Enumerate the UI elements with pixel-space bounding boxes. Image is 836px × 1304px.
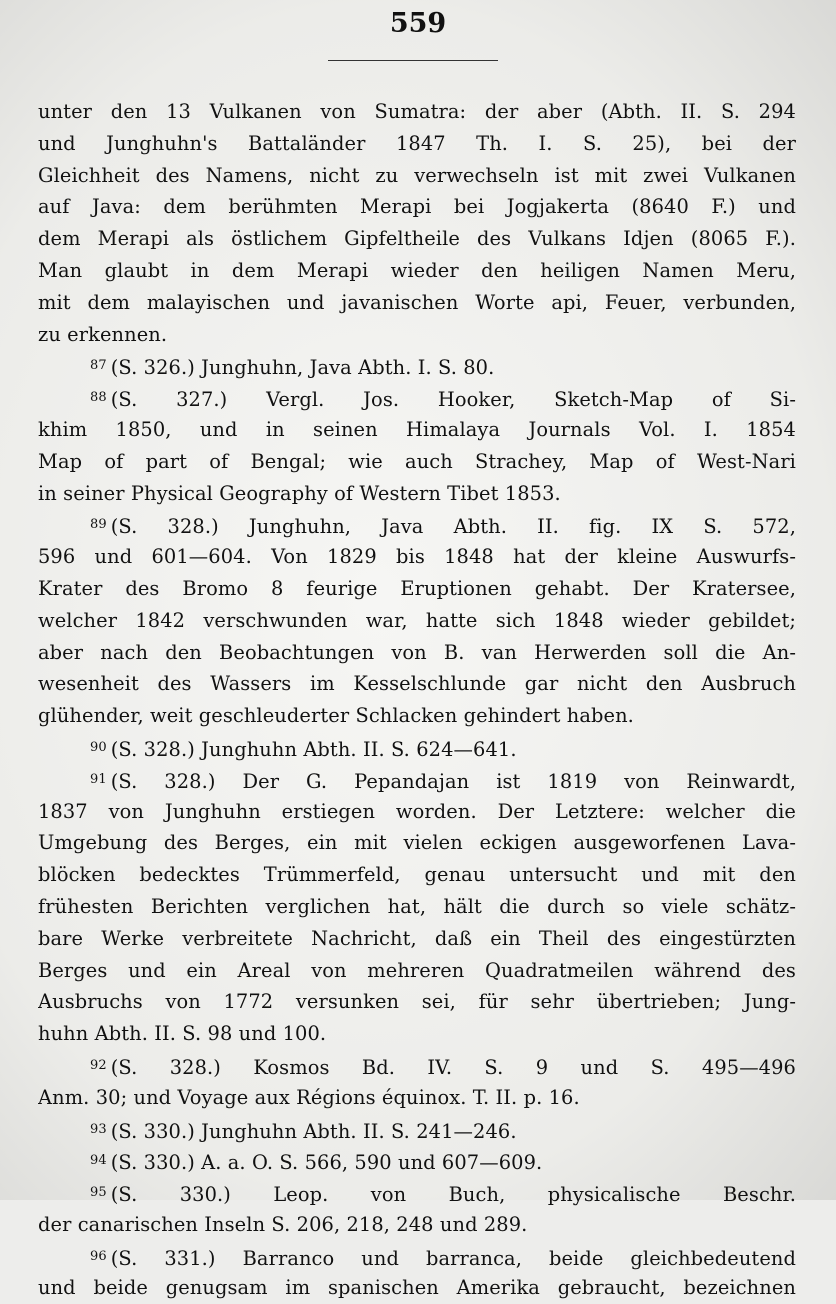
page-number: 559 [389, 8, 447, 39]
line-text: Gleichheit des Namens, nicht zu verwechseln ist mit zwei Vulkanen [38, 163, 796, 187]
text-line [38, 923, 796, 955]
text-line [38, 955, 796, 987]
text-line [38, 1272, 796, 1304]
footnote-number: 95 [90, 1185, 107, 1201]
line-text: (S. 330.) Leop. von Buch, physicalische Beschr. [110, 1183, 796, 1207]
text-line [38, 605, 796, 637]
footnote-number: 87 [90, 358, 107, 374]
line-text: khim 1850, und in seinen Himalaya Journals Vol. I. 1854 [38, 417, 796, 441]
line-text: 596 und 601—604. Von 1829 bis 1848 hat der kleine Auswurfs- [38, 545, 796, 569]
text-line [38, 891, 796, 923]
line-text: (S. 330.) A. a. O. S. 566, 590 und 607—609. [110, 1151, 543, 1175]
text-line [38, 382, 796, 414]
line-text: huhn Abth. II. S. 98 und 100. [38, 1022, 327, 1046]
text-line [38, 96, 796, 128]
line-text: Man glaubt in dem Merapi wieder den heiligen Namen Meru, [38, 258, 796, 282]
text-line [38, 732, 796, 764]
text-line [38, 700, 796, 732]
line-text: Ausbruchs von 1772 versunken sei, für sehr übertrieben; Jung- [38, 990, 796, 1014]
line-text: (S. 327.) Vergl. Jos. Hooker, Sketch-Map of Si- [110, 388, 796, 412]
line-text: Map of part of Bengal; wie auch Strachey, Map of West-Nari [38, 449, 796, 473]
line-text: in seiner Physical Geography of Western Tibet 1853. [38, 481, 561, 505]
line-text: mit dem malayischen und javanischen Worte api, Feuer, verbunden, [38, 290, 796, 314]
text-line [38, 1145, 796, 1177]
line-text: (S. 328.) Junghuhn Abth. II. S. 624—641. [110, 737, 517, 761]
line-text: blöcken bedecktes Trümmerfeld, genau untersucht und mit den [38, 863, 796, 887]
line-text: dem Merapi als östlichem Gipfeltheile des Vulkans Idjen (8065 F.). [38, 227, 796, 251]
line-text: und beide genugsam im spanischen Amerika gebraucht, bezeichnen [38, 1276, 796, 1300]
text-line [38, 796, 796, 828]
text-line [38, 287, 796, 319]
text-line [38, 446, 796, 478]
text-line [38, 509, 796, 541]
text-line [38, 859, 796, 891]
text-line [38, 414, 796, 446]
line-text: Berges und ein Areal von mehreren Quadratmeilen während des [38, 958, 796, 982]
line-text: 1837 von Junghuhn erstiegen worden. Der Letztere: welcher die [38, 799, 796, 823]
text-line [38, 1209, 796, 1241]
line-text: (S. 330.) Junghuhn Abth. II. S. 241—246. [110, 1119, 517, 1143]
footnote-number: 92 [90, 1057, 107, 1073]
line-text: welcher 1842 verschwunden war, hatte sich 1848 wieder gebildet; [38, 608, 796, 632]
line-text: frühesten Berichten verglichen hat, hält die durch so viele schätz- [38, 894, 796, 918]
text-line [38, 764, 796, 796]
text-line [38, 637, 796, 669]
line-text: Krater des Bromo 8 feurige Eruptionen gehabt. Der Kratersee, [38, 576, 796, 600]
text-line [38, 986, 796, 1018]
footnote-number: 96 [90, 1248, 107, 1264]
line-text: bare Werke verbreitete Nachricht, daß ein Theil des eingestürzten [38, 926, 796, 950]
text-line [38, 223, 796, 255]
text-line [38, 1114, 796, 1146]
text-line [38, 191, 796, 223]
footnote-number: 89 [90, 517, 107, 533]
footnote-number: 93 [90, 1121, 107, 1137]
line-text: (S. 326.) Junghuhn, Java Abth. I. S. 80. [110, 356, 495, 380]
text-line [38, 1177, 796, 1209]
text-line [38, 319, 796, 351]
text-line [38, 128, 796, 160]
footnote-text-block [38, 96, 796, 1304]
text-line [38, 160, 796, 192]
text-line [38, 827, 796, 859]
header-rule [328, 60, 498, 61]
line-text: (S. 328.) Junghuhn, Java Abth. II. fig. IX S. 572, [110, 515, 796, 539]
text-line [38, 541, 796, 573]
line-text: wesenheit des Wassers im Kesselschlunde gar nicht den Ausbruch [38, 672, 796, 696]
text-line [38, 1241, 796, 1273]
footnote-number: 90 [90, 739, 107, 755]
text-line [38, 350, 796, 382]
line-text: Umgebung des Berges, ein mit vielen eckigen ausgeworfenen Lava- [38, 831, 796, 855]
text-line [38, 255, 796, 287]
text-line [38, 1018, 796, 1050]
line-text: auf Java: dem berühmten Merapi bei Jogjakerta (8640 F.) und [38, 195, 796, 219]
text-line [38, 1082, 796, 1114]
line-text: (S. 328.) Der G. Pepandajan ist 1819 von Reinwardt, [110, 769, 796, 793]
footnote-number: 94 [90, 1153, 107, 1169]
text-line [38, 1050, 796, 1082]
text-line [38, 478, 796, 510]
line-text: unter den 13 Vulkanen von Sumatra: der aber (Abth. II. S. 294 [38, 100, 796, 123]
line-text: und Junghuhn's Battaländer 1847 Th. I. S. 25), bei der [38, 131, 796, 155]
line-text: glühender, weit geschleuderter Schlacken gehindert haben. [38, 704, 634, 728]
footnote-number: 91 [90, 771, 107, 787]
text-line [38, 668, 796, 700]
footnote-number: 88 [90, 390, 107, 406]
line-text: (S. 328.) Kosmos Bd. IV. S. 9 und S. 495—496 [110, 1055, 796, 1079]
line-text: der canarischen Inseln S. 206, 218, 248 und 289. [38, 1212, 528, 1236]
line-text: zu erkennen. [38, 322, 168, 346]
line-text: (S. 331.) Barranco und barranca, beide gleichbedeutend [110, 1246, 796, 1270]
line-text: aber nach den Beobachtungen von B. van Herwerden soll die An- [38, 640, 796, 664]
text-line [38, 573, 796, 605]
line-text: Anm. 30; und Voyage aux Régions équinox. T. II. p. 16. [38, 1085, 580, 1109]
